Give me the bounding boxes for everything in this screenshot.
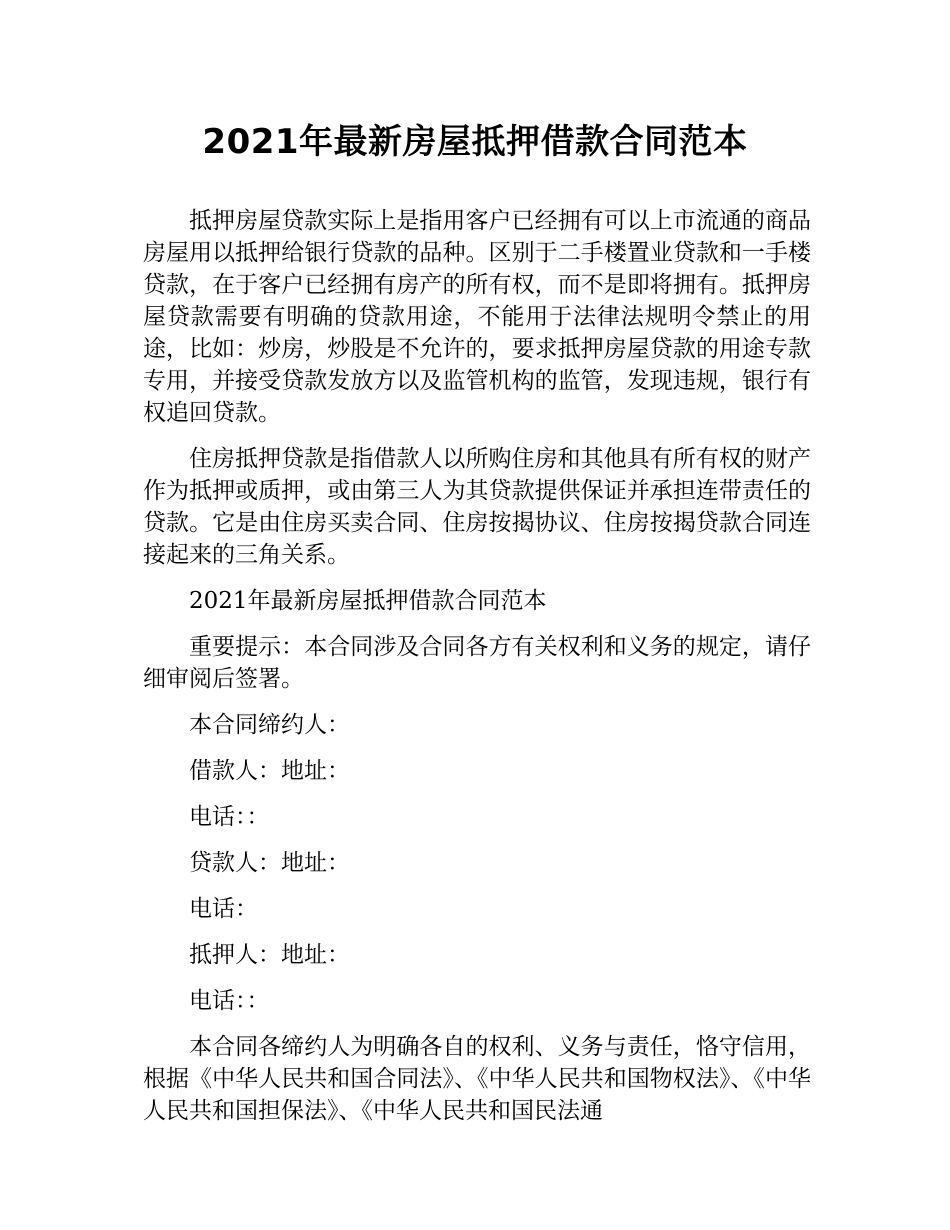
- paragraph-legal-basis: 本合同各缔约人为明确各自的权利、义务与责任，恪守信用，根据《中华人民共和国合同法》、《中华人民共和国物权法》、《中华人民共和国担保法》、《中华人民共和国民法通: [143, 1034, 811, 1124]
- paragraph-subtitle: 2021年最新房屋抵押借款合同范本: [189, 588, 547, 614]
- paragraph-lender-phone: 电话：: [189, 896, 258, 922]
- paragraph-mortgagor-address: 抵押人：地址：: [189, 942, 350, 968]
- paragraph-notice: 重要提示：本合同涉及合同各方有关权利和义务的规定，请仔细审阅后签署。: [143, 634, 811, 692]
- paragraph-parties-heading: 本合同缔约人：: [189, 712, 350, 738]
- document-title: 2021年最新房屋抵押借款合同范本: [202, 122, 748, 162]
- paragraph-definition: 住房抵押贷款是指借款人以所购住房和其他具有所有权的财产作为抵押或质押，或由第三人为其贷款提供保证并承担连带责任的贷款。它是由住房买卖合同、住房按揭协议、住房按揭贷款合同连接起来的三角关系。: [143, 446, 811, 568]
- paragraph-borrower-phone: 电话：：: [189, 804, 270, 830]
- paragraph-borrower-address: 借款人：地址：: [189, 758, 350, 784]
- document-body: [143, 205, 811, 1141]
- paragraph-lender-address: 贷款人：地址：: [189, 850, 350, 876]
- paragraph-mortgagor-phone: 电话：：: [189, 988, 270, 1014]
- paragraph-intro: 抵押房屋贷款实际上是指用客户已经拥有可以上市流通的商品房屋用以抵押给银行贷款的品种。区别于二手楼置业贷款和一手楼贷款，在于客户已经拥有房产的所有权，而不是即将拥有。抵押房屋贷款需要有明确的贷款用途，不能用于法律法规明令禁止的用途，比如：炒房，炒股是不允许的，要求抵押房屋贷款的用途专款专用，并接受贷款发放方以及监管机构的监管，发现违规，银行有权追回贷款。: [143, 208, 811, 426]
